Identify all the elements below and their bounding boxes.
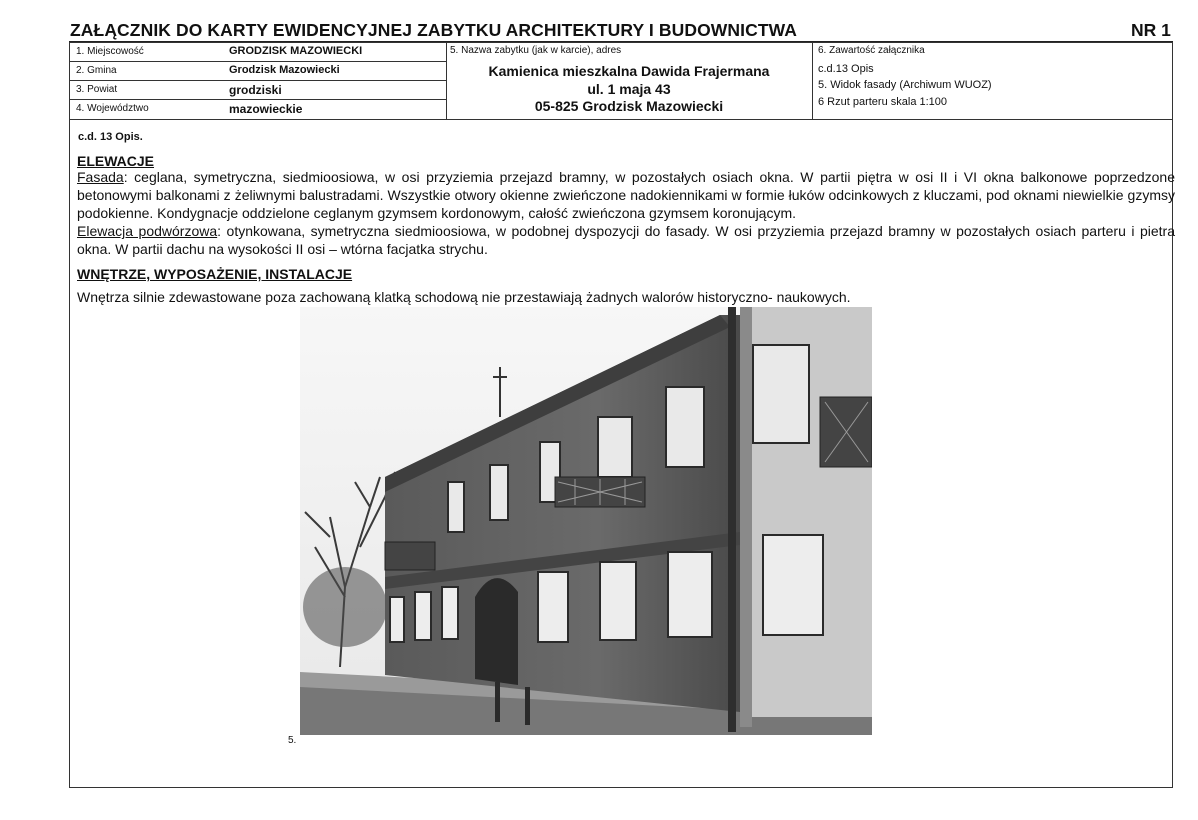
elevations-heading: ELEWACJE [77, 153, 155, 169]
interior-heading: WNĘTRZE, WYPOSAŻENIE, INSTALACJE [77, 266, 353, 282]
contents-item: 6 Rzut parteru skala 1:100 [818, 96, 948, 108]
location-row-value: mazowieckie [229, 102, 303, 116]
courtyard-paragraph [77, 222, 1175, 258]
location-row [70, 81, 446, 100]
facade-lead: Fasada [77, 169, 124, 185]
facade-photo [300, 307, 872, 735]
location-row [70, 62, 446, 81]
location-row-value: grodziski [229, 83, 282, 97]
location-column [70, 43, 447, 119]
location-row-label: 2. Gmina [76, 65, 117, 76]
header-table [69, 42, 1173, 120]
location-row-label: 3. Powiat [76, 84, 118, 95]
location-row [70, 43, 446, 62]
facade-text: : ceglana, symetryczna, siedmioosiowa, w osi przyziemia przejazd bramny, w pozostałych osiach okna. W partii piętra w osi II i VI okna balkonowe poprzedzone betonowymi balkonami z żeliwnymi balustradami. Wszystkie otwory okienne zwieńczone nadokiennikami w formie łuków odcinkowych z kluczami, pod oknami niewielkie gzymsy podokienne. Kondygnacje oddzielone ceglanym gzymsem kordonowym, całość zwieńczona gzymsem koronującym. [77, 169, 1175, 221]
photo-caption: 5. [288, 735, 297, 746]
document-number: NR 1 [1131, 20, 1171, 40]
monument-label: 5. Nazwa zabytku (jak w karcie), adres [450, 45, 622, 56]
contents-item: 5. Widok fasady (Archiwum WUOZ) [818, 79, 992, 91]
monument-name: Kamienica mieszkalna Dawida Frajermana [488, 63, 770, 79]
courtyard-text: : otynkowana, symetryczna siedmioosiowa, w podobnej dyspozycji do fasady. W osi przyziemia przejazd bramny w pozostałych osiach parteru i pietra okna. W partii dachu na wysokości II osi – wtórna facjatka strychu. [77, 223, 1175, 257]
contents-label: 6. Zawartość załącznika [818, 45, 925, 56]
location-row-label: 4. Województwo [76, 103, 149, 114]
monument-street: ul. 1 maja 43 [587, 81, 671, 97]
location-row [70, 100, 446, 119]
location-row-label: 1. Miejscowość [76, 46, 144, 57]
location-row-value: Grodzisk Mazowiecki [229, 64, 340, 76]
contents-column [812, 43, 1172, 119]
monument-column [446, 43, 813, 119]
monument-city: 05-825 Grodzisk Mazowiecki [534, 98, 724, 114]
contents-item: c.d.13 Opis [818, 63, 874, 75]
document-title: ZAŁĄCZNIK DO KARTY EWIDENCYJNEJ ZABYTKU ARCHITEKTURY I BUDOWNICTWA [70, 20, 798, 40]
interior-paragraph: Wnętrza silnie zdewastowane poza zachowaną klatką schodową nie przestawiają żadnych walorów historyczno- naukowych. [77, 289, 851, 305]
section-subtitle: c.d. 13 Opis. [78, 131, 143, 143]
location-row-value: GRODZISK MAZOWIECKI [229, 45, 363, 57]
courtyard-lead: Elewacja podwórzowa [77, 223, 218, 239]
facade-paragraph [77, 168, 1175, 222]
